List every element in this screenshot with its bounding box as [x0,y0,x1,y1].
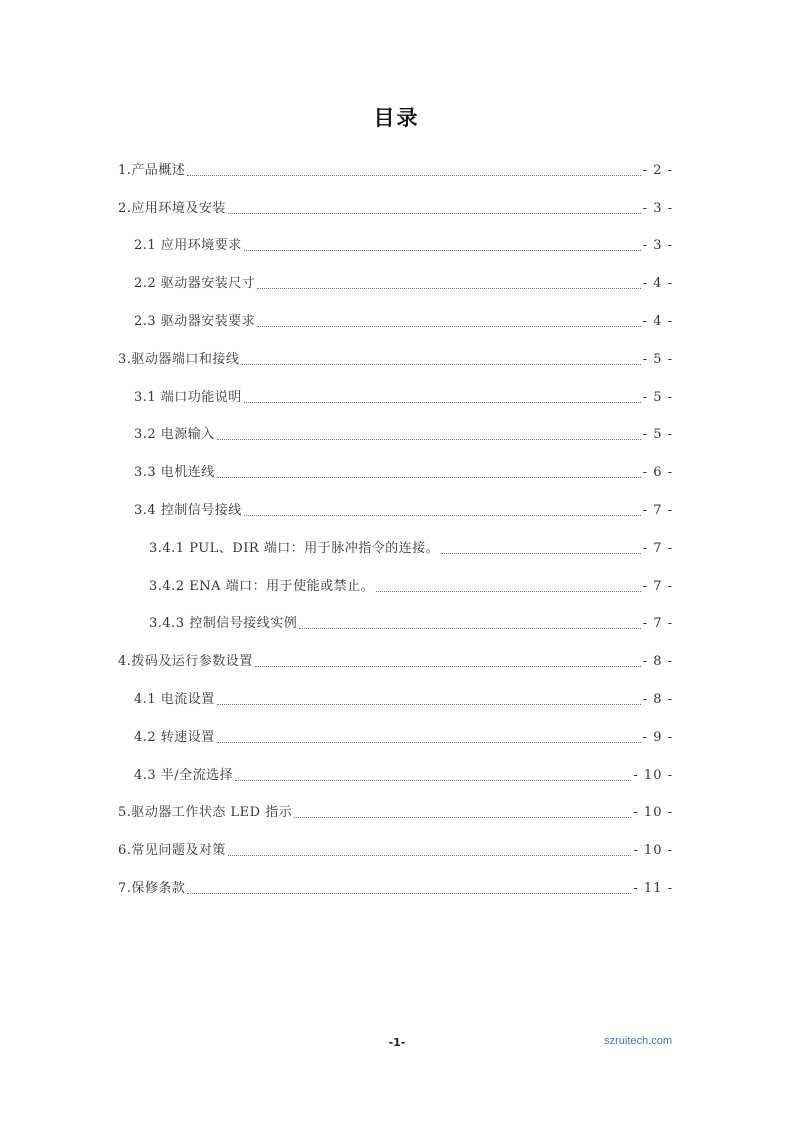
toc-entry-label: 7.保修条款 [118,880,186,896]
toc-entry-label: 3.2 电源输入 [134,427,215,443]
toc-entry-page: - 3 - [642,238,673,254]
toc-entry[interactable] [118,373,673,411]
toc-dot-leader [244,514,641,516]
toc-dot-leader [187,892,631,894]
toc-entry-page: - 3 - [642,200,673,216]
toc-entry-label: 2.3 驱动器安装要求 [134,313,256,329]
toc-entry-page: - 4 - [642,313,673,329]
toc-dot-leader [228,212,641,214]
toc-entry[interactable] [118,411,673,449]
toc-entry[interactable] [118,524,673,562]
toc-entry[interactable] [118,562,673,600]
toc-dot-leader [376,590,641,592]
toc-entry-label: 5.驱动器工作状态 LED 指示 [118,805,293,821]
toc-entry-label: 4.2 转速设置 [134,729,215,745]
toc-dot-leader [299,627,640,629]
toc-entry-page: - 10 - [633,843,673,859]
toc-entry-page: - 7 - [642,540,673,556]
toc-entry-page: - 6 - [642,465,673,481]
toc-entry-label: 1.产品概述 [118,162,186,178]
page-title: 目录 [373,105,420,130]
toc-entry-label: 4.拨码及运行参数设置 [118,654,253,670]
toc-dot-leader [217,741,641,743]
toc-entry[interactable] [118,864,673,902]
toc-dot-leader [441,552,640,554]
toc-entry-label: 2.1 应用环境要求 [134,238,242,254]
toc-dot-leader [217,703,641,705]
toc-entry-label: 2.应用环境及安装 [118,200,226,216]
toc-entry-label: 3.4.1 PUL、DIR 端口：用于脉冲指令的连接。 [149,540,440,556]
footer-page-number: -1- [388,1036,406,1049]
toc-entry-label: 3.1 端口功能说明 [134,389,242,405]
toc-dot-leader [244,249,641,251]
toc-entry-label: 3.4 控制信号接线 [134,502,242,518]
toc-entry-page: - 9 - [642,729,673,745]
toc-entry-page: - 7 - [642,502,673,518]
toc-entry[interactable] [118,259,673,297]
toc-dot-leader [255,665,641,667]
toc-entry-page: - 2 - [642,162,673,178]
toc-entry[interactable] [118,600,673,638]
toc-entry-page: - 4 - [642,276,673,292]
toc-entry-label: 3.3 电机连线 [134,465,215,481]
toc-entry[interactable] [118,486,673,524]
toc-entry-page: - 10 - [633,805,673,821]
toc-entry[interactable] [118,789,673,827]
toc-entry-label: 3.4.2 ENA 端口：用于使能或禁止。 [149,578,375,594]
footer-website-link[interactable]: szruitech.com [604,1035,672,1047]
toc-entry[interactable] [118,675,673,713]
toc-entry-page: - 7 - [642,578,673,594]
toc-dot-leader [217,476,641,478]
toc-entry-label: 3.驱动器端口和接线 [118,351,240,367]
toc-entry-label: 4.3 半/全流选择 [134,767,234,783]
toc-entry-page: - 11 - [633,880,673,896]
toc-entry-label: 6.常见问题及对策 [118,843,226,859]
toc-dot-leader [217,438,641,440]
toc-entry[interactable] [118,751,673,789]
toc-entry-page: - 5 - [642,351,673,367]
toc-entry-page: - 8 - [642,691,673,707]
toc-dot-leader [244,401,641,403]
toc-dot-leader [241,363,640,365]
toc-entry-page: - 7 - [642,616,673,632]
toc-entry[interactable] [118,826,673,864]
toc-entry-page: - 10 - [633,767,673,783]
toc-dot-leader [257,325,640,327]
toc-entry[interactable] [118,713,673,751]
toc-entry-page: - 8 - [642,654,673,670]
toc-entry[interactable] [118,637,673,675]
toc-entry[interactable] [118,297,673,335]
toc-dot-leader [294,816,631,818]
toc-entry[interactable] [118,146,673,184]
toc-dot-leader [228,854,632,856]
toc-entry-page: - 5 - [642,427,673,443]
toc-entry[interactable] [118,335,673,373]
toc-entry-page: - 5 - [642,389,673,405]
toc-dot-leader [235,779,631,781]
toc-entry[interactable] [118,448,673,486]
toc-entry-label: 2.2 驱动器安装尺寸 [134,276,256,292]
table-of-contents [118,146,673,902]
toc-entry[interactable] [118,184,673,222]
toc-dot-leader [187,174,640,176]
toc-entry-label: 3.4.3 控制信号接线实例 [149,616,298,632]
toc-entry[interactable] [118,222,673,260]
toc-entry-label: 4.1 电流设置 [134,691,215,707]
toc-dot-leader [257,287,640,289]
